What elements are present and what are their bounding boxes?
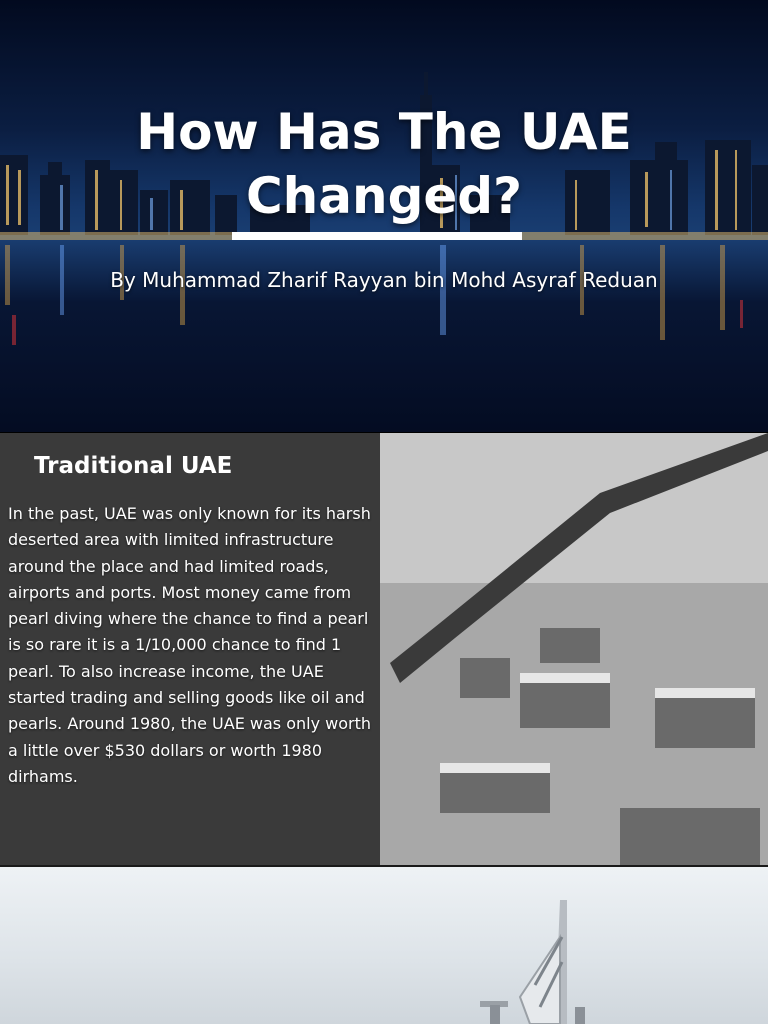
page-title: How Has The UAE Changed? — [136, 103, 632, 225]
burj-al-arab-photo — [0, 867, 768, 1024]
title-slide — [0, 0, 768, 432]
author-byline: By Muhammad Zharif Rayyan bin Mohd Asyraf Reduan — [110, 268, 658, 292]
traditional-uae-slide — [0, 433, 768, 865]
title-underline — [232, 232, 522, 240]
body-paragraph: In the past, UAE was only known for its harsh deserted area with limited infrastructure around the place and had limited roads, airports and ports. Most money came from pearl diving where the chance to find a pearl is so rare it is a 1/10,000 chance to find 1 pearl. To also increase income, the UAE started trading and selling goods like oil and pearls. Around 1980, the UAE was only worth a little over $530 dollars or worth 1980 dirhams. — [8, 504, 372, 786]
section-heading: Traditional UAE — [34, 453, 233, 479]
modern-uae-slide — [0, 867, 768, 1024]
